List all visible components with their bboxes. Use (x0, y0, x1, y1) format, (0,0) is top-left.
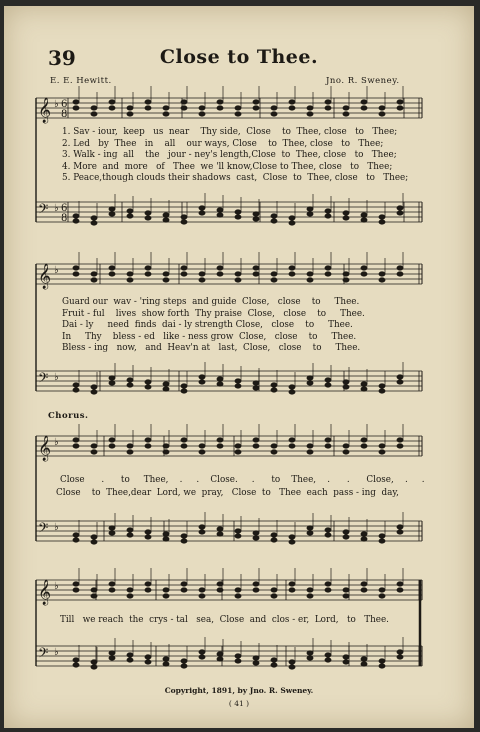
hymn-page (4, 6, 474, 728)
svg-text:♭: ♭ (54, 203, 59, 214)
verse-line-2: 2. Led by Thee in all our ways, Close to Thee, close to Thee; (62, 138, 384, 149)
svg-text:𝄞: 𝄞 (38, 98, 52, 123)
verse-line-10: Bless - ing now, and Heav'n at last, Close, close to Thee. (62, 343, 361, 353)
lyricist: E. E. Hewitt. (50, 76, 112, 86)
composer: Jno. R. Sweney. (326, 76, 400, 86)
svg-text:8: 8 (61, 109, 68, 120)
svg-text:♭: ♭ (54, 437, 59, 448)
svg-text:𝄢: 𝄢 (38, 201, 49, 220)
svg-text:♭: ♭ (54, 647, 59, 658)
chorus-line-2: Close to Thee,dear Lord, we pray, Close to Thee each pass - ing day, (56, 488, 399, 498)
svg-text:♭: ♭ (54, 522, 59, 533)
chorus-line-1: Close . to Thee, . . Close. . to Thee, . . Close, . . (60, 475, 425, 485)
svg-text:♭: ♭ (54, 99, 59, 110)
page-number: 39 (48, 46, 76, 70)
svg-text:6: 6 (61, 203, 68, 214)
svg-text:♭: ♭ (54, 265, 59, 276)
copyright-notice: Copyright, 1891, by Jno. R. Sweney. (164, 686, 314, 695)
svg-text:♭: ♭ (54, 581, 59, 592)
verse-line-5: 5. Peace,though clouds their shadows cast, Close to Thee, close to Thee; (62, 173, 409, 183)
verse-line-3: 3. Walk - ing all the jour - ney's length,Close to Thee, close to Thee; (62, 150, 397, 160)
verse-line-6: Guard our wav - 'ring steps and guide Close, close to Thee. (62, 297, 360, 307)
svg-text:𝄢: 𝄢 (38, 645, 49, 664)
verse-line-8: Dai - ly need finds dai - ly strength Close, close to Thee. (62, 320, 353, 330)
svg-text:𝄢: 𝄢 (38, 370, 49, 389)
verse-line-1: 1. Sav - iour, keep us near Thy side, Close to Thee, close to Thee; (62, 127, 398, 137)
verse-line-4: 4. More and more of Thee we 'll know,Close to Thee, close to Thee; (62, 161, 393, 172)
svg-text:𝄞: 𝄞 (38, 264, 52, 289)
svg-text:6: 6 (61, 99, 68, 110)
hymn-title: Close to Thee. (159, 46, 319, 68)
svg-text:8: 8 (61, 213, 68, 224)
chorus-label: Chorus. (48, 411, 89, 421)
svg-text:𝄞: 𝄞 (38, 436, 52, 461)
verse-line-7: Fruit - ful lives show forth Thy praise Close, close to Thee. (62, 308, 365, 319)
verse-line-9: In Thy bless - ed like - ness grow Close, close to Thee. (62, 331, 357, 342)
svg-text:𝄢: 𝄢 (38, 520, 49, 539)
svg-text:𝄞: 𝄞 (38, 580, 52, 605)
final-lyric-line: Till we reach the crys - tal sea, Close and clos - er, Lord, to Thee. (60, 615, 389, 625)
footer-page-number: ( 41 ) (228, 699, 250, 708)
svg-text:♭: ♭ (54, 372, 59, 383)
